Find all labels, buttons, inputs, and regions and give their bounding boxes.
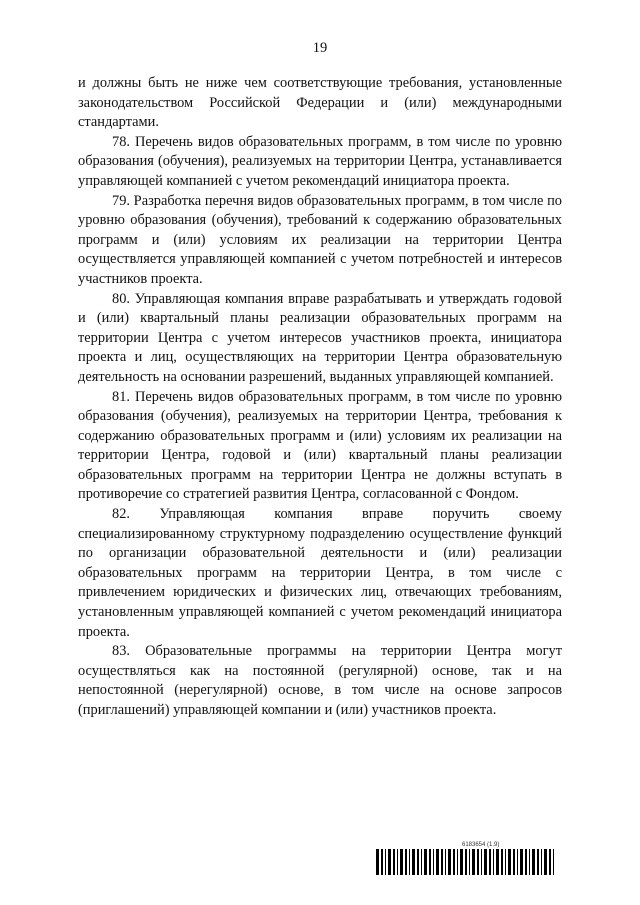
- paragraph-83: 83. Образовательные программы на территории Центра могут осуществляться как на постоянной (регулярной) основе, так и на непостоянной (нерегулярной) основе, в том числе на основе запросов (приглашений) управляющей компании и (или) участников проекта.: [78, 643, 562, 718]
- paragraph-79: 79. Разработка перечня видов образовательных программ, в том числе по уровню образования (обучения), требований к содержанию образовательных программ и (или) условиям их реализации на территории Центра осуществляется управляющей компанией с учетом потребностей и интересов участников проекта.: [78, 192, 562, 287]
- paragraph-82: 82. Управляющая компания вправе поручить своему специализированному структурному подразделению осуществление функций по организации образовательной деятельности и (или) реализации образовательных программ на территории Центра, в том числе с привлечением юридических и физических лиц, отвечающих требованиям, установленным управляющей компанией с учетом рекомендаций инициатора проекта.: [78, 506, 562, 640]
- document-code: 6183654 (1.9): [462, 842, 500, 848]
- barcode-icon: [376, 849, 558, 875]
- document-body: [78, 74, 562, 721]
- page-number: 19: [312, 40, 328, 56]
- paragraph-continuation: и должны быть не ниже чем соответствующие требования, установленные законодательством Российской Федерации и (или) международными стандартами.: [78, 75, 562, 131]
- paragraph-81: 81. Перечень видов образовательных программ, в том числе по уровню образования (обучения), реализуемых на территории Центра, требования к содержанию образовательных программ и (или) условиям их реализации на территории Центра, годовой и (или) квартальный планы реализации образовательных программ на территории Центра не должны вступать в противоречие со стратегией развития Центра, согласованной с Фондом.: [78, 388, 562, 503]
- paragraph-80: 80. Управляющая компания вправе разрабатывать и утверждать годовой и (или) квартальный планы реализации образовательных программ на территории Центра с учетом интересов участников проекта, инициатора проекта и лиц, осуществляющих на территории Центра образовательную деятельность на основании разрешений, выданных управляющей компанией.: [78, 290, 562, 385]
- paragraph-78: 78. Перечень видов образовательных программ, в том числе по уровню образования (обучения), реализуемых на территории Центра, устанавливается управляющей компанией с учетом рекомендаций инициатора проекта.: [78, 133, 562, 189]
